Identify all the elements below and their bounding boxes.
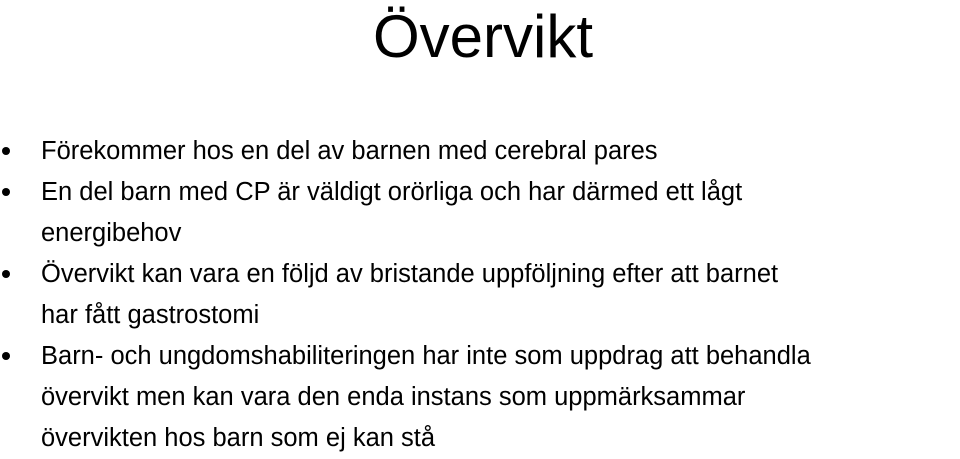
bullet-text-line: övervikt men kan vara den enda instans som uppmärksammar	[41, 383, 746, 411]
bullet-item	[0, 254, 960, 336]
bullet-text-line: Barn- och ungdomshabiliteringen har inte som uppdrag att behandla	[41, 342, 811, 370]
bullet-item	[0, 336, 960, 459]
bullet-text-line: Förekommer hos en del av barnen med cerebral pares	[41, 137, 658, 165]
bullet-text-line: energibehov	[41, 219, 182, 247]
bullet-text-line: En del barn med CP är väldigt orörliga och har därmed ett lågt	[41, 178, 743, 206]
bullet-list	[0, 131, 960, 459]
slide-title: Övervikt	[372, 3, 594, 70]
bullet-dot-icon	[2, 188, 10, 196]
bullet-text-line: övervikten hos barn som ej kan stå	[41, 424, 436, 452]
bullet-item	[0, 172, 960, 254]
bullet-text-line: har fått gastrostomi	[41, 301, 260, 329]
bullet-item	[0, 131, 960, 172]
bullet-dot-icon	[2, 147, 10, 155]
bullet-text-line: Övervikt kan vara en följd av bristande uppföljning efter att barnet	[41, 260, 779, 288]
bullet-dot-icon	[2, 352, 10, 360]
bullet-dot-icon	[2, 270, 10, 278]
